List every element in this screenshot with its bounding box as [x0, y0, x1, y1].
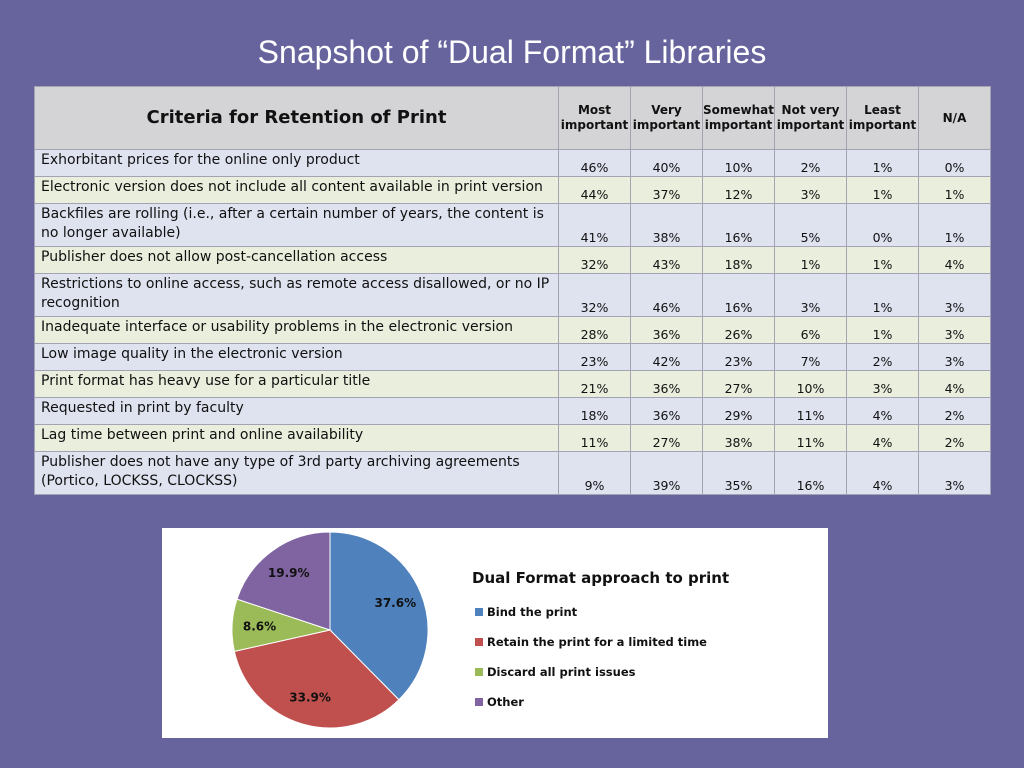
percentage-cell: 3%	[775, 177, 847, 204]
percentage-cell: 1%	[775, 247, 847, 274]
percentage-cell: 4%	[847, 425, 919, 452]
column-header-least-important	[847, 87, 919, 150]
percentage-cell: 16%	[703, 274, 775, 317]
column-header-line: important	[776, 118, 845, 132]
percentage-cell: 32%	[559, 247, 631, 274]
percentage-cell: 36%	[631, 398, 703, 425]
pie-data-label: 37.6%	[374, 596, 417, 611]
percentage-cell: 4%	[847, 398, 919, 425]
percentage-cell: 10%	[703, 150, 775, 177]
percentage-cell: 21%	[559, 371, 631, 398]
legend-item	[475, 604, 577, 620]
percentage-cell: 44%	[559, 177, 631, 204]
table-body	[35, 150, 991, 495]
table-row	[35, 247, 991, 274]
percentage-cell: 1%	[847, 317, 919, 344]
percentage-cell: 4%	[919, 247, 991, 274]
legend-label: Other	[487, 695, 524, 709]
pie-data-label: 33.9%	[289, 690, 331, 705]
percentage-cell: 2%	[919, 425, 991, 452]
percentage-cell: 9%	[559, 452, 631, 495]
table-row	[35, 204, 991, 247]
criteria-label: Exhorbitant prices for the online only product	[35, 150, 559, 177]
percentage-cell: 38%	[631, 204, 703, 247]
criteria-label: Lag time between print and online availability	[35, 425, 559, 452]
column-header-line: Least	[864, 103, 901, 117]
percentage-cell: 27%	[631, 425, 703, 452]
pie-data-label: 8.6%	[242, 619, 277, 634]
percentage-cell: 32%	[559, 274, 631, 317]
percentage-cell: 2%	[847, 344, 919, 371]
legend-label: Discard all print issues	[487, 665, 636, 679]
percentage-cell: 11%	[775, 398, 847, 425]
pie-data-label: 19.9%	[267, 565, 310, 580]
percentage-cell: 6%	[775, 317, 847, 344]
percentage-cell: 16%	[703, 204, 775, 247]
legend-item	[475, 634, 707, 650]
percentage-cell: 39%	[631, 452, 703, 495]
percentage-cell: 5%	[775, 204, 847, 247]
legend-label: Retain the print for a limited time	[487, 635, 707, 649]
column-header-line: important	[560, 118, 629, 132]
percentage-cell: 23%	[703, 344, 775, 371]
criteria-label: Requested in print by faculty	[35, 398, 559, 425]
table-row	[35, 452, 991, 495]
percentage-cell: 36%	[631, 317, 703, 344]
percentage-cell: 41%	[559, 204, 631, 247]
percentage-cell: 2%	[775, 150, 847, 177]
table-row	[35, 425, 991, 452]
legend-item	[475, 694, 524, 710]
percentage-cell: 37%	[631, 177, 703, 204]
column-header-line: important	[632, 118, 701, 132]
percentage-cell: 12%	[703, 177, 775, 204]
percentage-cell: 28%	[559, 317, 631, 344]
percentage-cell: 27%	[703, 371, 775, 398]
criteria-label: Low image quality in the electronic version	[35, 344, 559, 371]
table-row	[35, 177, 991, 204]
legend-item	[475, 664, 635, 680]
criteria-table	[34, 86, 991, 495]
column-header-somewhat-important	[703, 87, 775, 150]
column-header-not-very-important	[775, 87, 847, 150]
percentage-cell: 16%	[775, 452, 847, 495]
percentage-cell: 1%	[919, 177, 991, 204]
percentage-cell: 0%	[847, 204, 919, 247]
column-header-line: important	[848, 118, 917, 132]
percentage-cell: 3%	[919, 452, 991, 495]
percentage-cell: 43%	[631, 247, 703, 274]
percentage-cell: 40%	[631, 150, 703, 177]
percentage-cell: 3%	[919, 274, 991, 317]
percentage-cell: 4%	[847, 452, 919, 495]
percentage-cell: 1%	[919, 204, 991, 247]
legend-swatch	[475, 668, 483, 676]
percentage-cell: 46%	[559, 150, 631, 177]
table-row	[35, 150, 991, 177]
percentage-cell: 42%	[631, 344, 703, 371]
percentage-cell: 38%	[703, 425, 775, 452]
table-row	[35, 344, 991, 371]
percentage-cell: 18%	[559, 398, 631, 425]
table-row	[35, 317, 991, 344]
percentage-cell: 1%	[847, 274, 919, 317]
percentage-cell: 46%	[631, 274, 703, 317]
column-header-na	[919, 87, 991, 150]
column-header-line: important	[704, 118, 773, 132]
criteria-label: Restrictions to online access, such as remote access disallowed, or no IP recognition	[35, 274, 559, 317]
percentage-cell: 23%	[559, 344, 631, 371]
percentage-cell: 1%	[847, 150, 919, 177]
percentage-cell: 11%	[775, 425, 847, 452]
criteria-label: Inadequate interface or usability problems in the electronic version	[35, 317, 559, 344]
percentage-cell: 2%	[919, 398, 991, 425]
legend-swatch	[475, 608, 483, 616]
percentage-cell: 36%	[631, 371, 703, 398]
criteria-column-header: Criteria for Retention of Print	[35, 87, 559, 150]
criteria-label: Publisher does not have any type of 3rd party archiving agreements (Portico, LOCKSS, CLOCKSS)	[35, 452, 559, 495]
column-header-line: Not very	[781, 103, 840, 117]
column-header-most-important	[559, 87, 631, 150]
criteria-label: Publisher does not allow post-cancellation access	[35, 247, 559, 274]
criteria-label: Backfiles are rolling (i.e., after a certain number of years, the content is no longer available)	[35, 204, 559, 247]
slide-title: Snapshot of “Dual Format” Libraries	[257, 34, 767, 70]
pie-chart-panel	[162, 528, 828, 738]
column-header-line: Somewhat	[703, 103, 774, 117]
percentage-cell: 35%	[703, 452, 775, 495]
column-header-line: N/A	[942, 110, 967, 125]
percentage-cell: 10%	[775, 371, 847, 398]
legend-swatch	[475, 638, 483, 646]
percentage-cell: 4%	[919, 371, 991, 398]
legend-swatch	[475, 698, 483, 706]
column-header-line: Very	[651, 103, 682, 117]
percentage-cell: 1%	[847, 247, 919, 274]
percentage-cell: 3%	[919, 317, 991, 344]
column-header-very-important	[631, 87, 703, 150]
percentage-cell: 11%	[559, 425, 631, 452]
percentage-cell: 3%	[847, 371, 919, 398]
percentage-cell: 1%	[847, 177, 919, 204]
criteria-label: Electronic version does not include all content available in print version	[35, 177, 559, 204]
criteria-label: Print format has heavy use for a particular title	[35, 371, 559, 398]
table-row	[35, 371, 991, 398]
percentage-cell: 29%	[703, 398, 775, 425]
legend-label: Bind the print	[487, 605, 578, 619]
column-header-line: Most	[577, 103, 612, 117]
percentage-cell: 7%	[775, 344, 847, 371]
percentage-cell: 0%	[919, 150, 991, 177]
percentage-cell: 26%	[703, 317, 775, 344]
table-row	[35, 398, 991, 425]
table-row	[35, 274, 991, 317]
chart-title: Dual Format approach to print	[472, 569, 730, 587]
percentage-cell: 3%	[775, 274, 847, 317]
percentage-cell: 18%	[703, 247, 775, 274]
percentage-cell: 3%	[919, 344, 991, 371]
table-header-row	[35, 87, 991, 150]
